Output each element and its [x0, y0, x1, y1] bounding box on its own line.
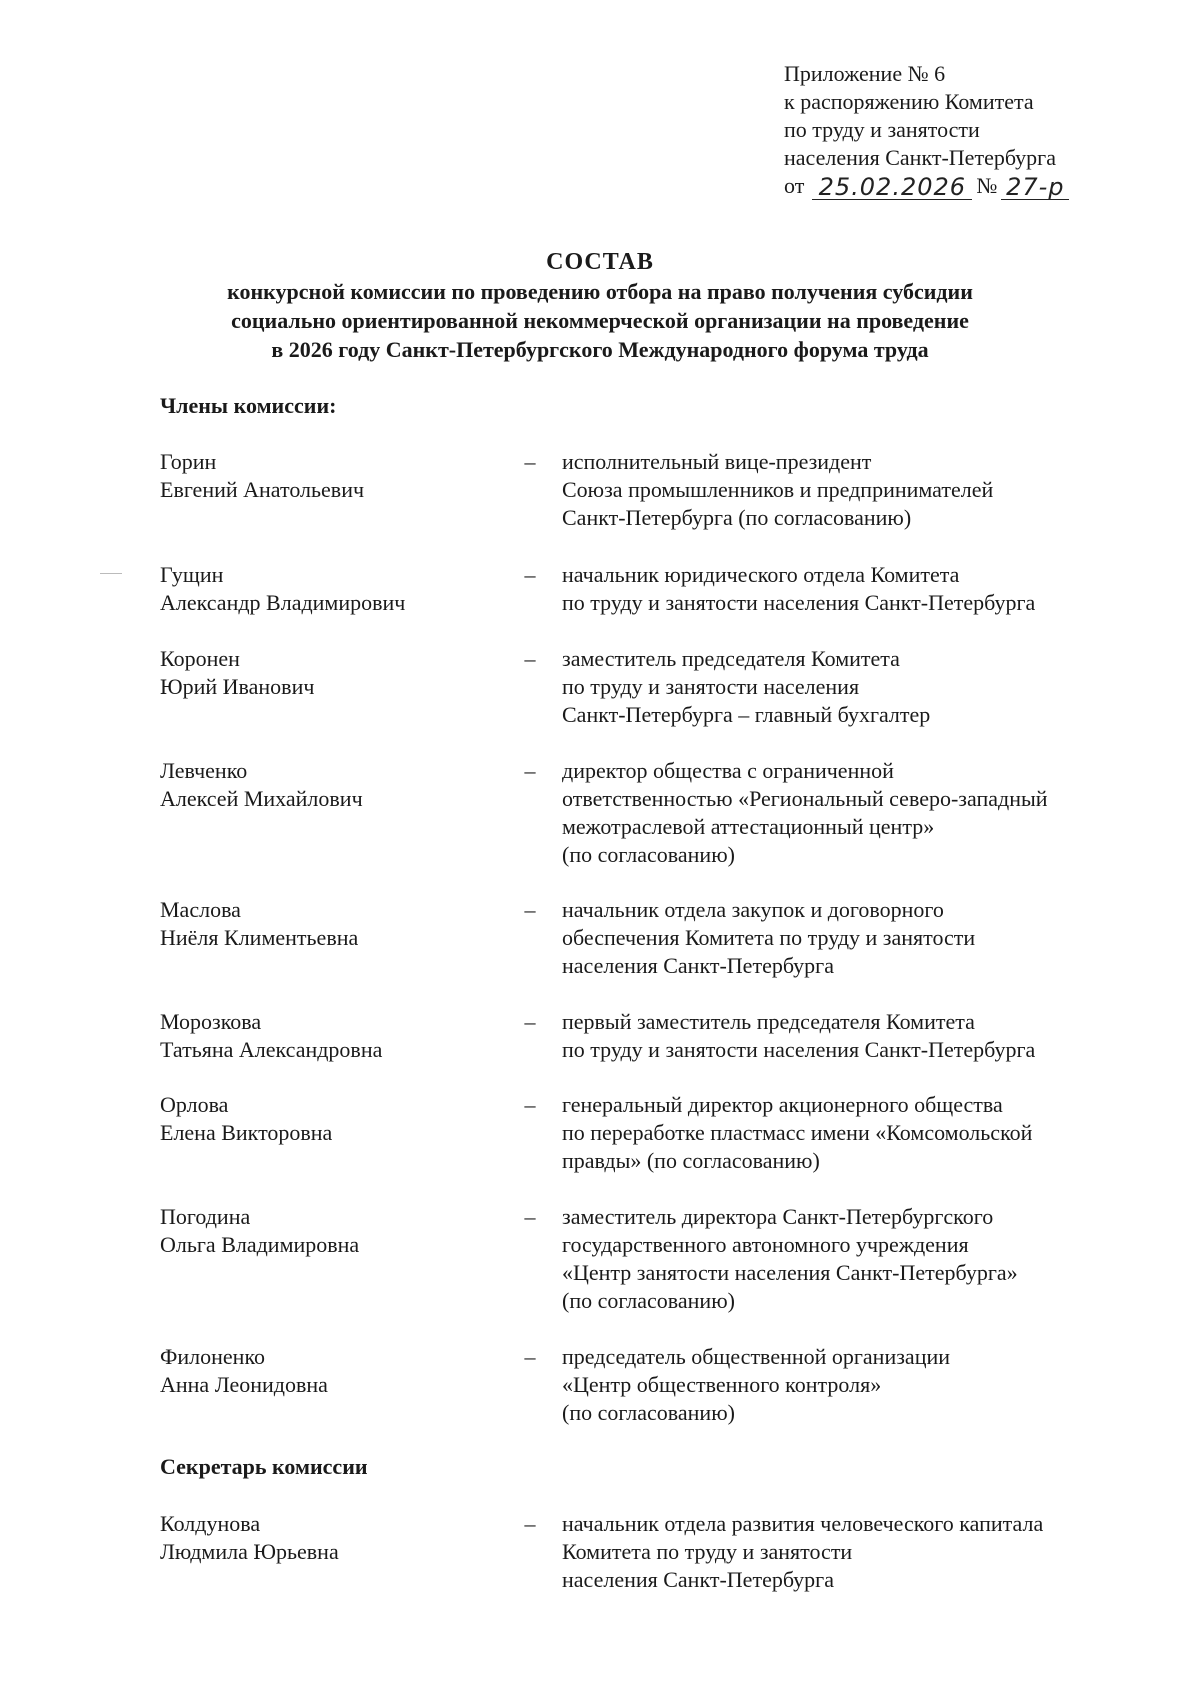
member-surname: Орлова [160, 1092, 229, 1117]
role-line: (по согласованию) [562, 1288, 735, 1313]
member-surname: Филоненко [160, 1344, 266, 1369]
role-line: заместитель директора Санкт-Петербургского [562, 1204, 994, 1229]
member-given-name: Анна Леонидовна [160, 1372, 328, 1397]
role-line: «Центр занятости населения Санкт-Петербурга» [562, 1260, 1018, 1285]
members-heading: Члены комиссии: [160, 393, 337, 418]
member-given-name: Евгений Анатольевич [160, 477, 365, 502]
member-name [160, 1343, 500, 1399]
member-surname: Маслова [160, 897, 241, 922]
member-given-name: Юрий Иванович [160, 674, 315, 699]
member-surname: Гущин [160, 562, 224, 587]
separator-dash: – [524, 646, 536, 671]
role-line: исполнительный вице-президент [562, 449, 872, 474]
title-line-3: в 2026 году Санкт-Петербургского Международного форума труда [271, 337, 929, 362]
role-line: первый заместитель председателя Комитета [562, 1009, 975, 1034]
role-line: начальник отдела развития человеческого капитала [562, 1511, 1044, 1536]
member-role [562, 1008, 1162, 1064]
annex-line-2: к распоряжению Комитета [784, 89, 1034, 114]
separator-dash: – [524, 1092, 536, 1117]
annex-line-3: по труду и занятости [784, 117, 980, 142]
role-line: по труду и занятости населения [562, 674, 860, 699]
member-surname: Погодина [160, 1204, 251, 1229]
margin-mark [100, 573, 122, 574]
member-name [160, 448, 500, 504]
annex-date-line [784, 172, 1184, 200]
number-label: № [976, 173, 998, 198]
member-given-name: Елена Викторовна [160, 1120, 333, 1145]
role-line: по труду и занятости населения Санкт-Петербурга [562, 1037, 1036, 1062]
role-line: Санкт-Петербурга (по согласованию) [562, 505, 912, 530]
member-given-name: Александр Владимирович [160, 590, 406, 615]
role-line: населения Санкт-Петербурга [562, 1567, 834, 1592]
separator-dash: – [524, 1511, 536, 1536]
separator-dash: – [524, 562, 536, 587]
member-name [160, 1008, 500, 1064]
role-line: по труду и занятости населения Санкт-Петербурга [562, 590, 1036, 615]
annex-header [784, 60, 1184, 200]
title-line-1: конкурсной комиссии по проведению отбора на право получения субсидии [227, 279, 973, 304]
member-surname: Горин [160, 449, 217, 474]
role-line: начальник отдела закупок и договорного [562, 897, 944, 922]
member-surname: Левченко [160, 758, 248, 783]
role-line: (по согласованию) [562, 1400, 735, 1425]
role-line: директор общества с ограниченной [562, 758, 894, 783]
member-role [562, 1091, 1162, 1175]
member-role [562, 896, 1162, 980]
role-line: ответственностью «Региональный северо-западный [562, 786, 1048, 811]
member-surname: Морозкова [160, 1009, 262, 1034]
separator-dash: – [524, 1009, 536, 1034]
member-role [562, 645, 1162, 729]
member-given-name: Татьяна Александровна [160, 1037, 383, 1062]
role-line: Союза промышленников и предпринимателей [562, 477, 994, 502]
member-role [562, 1203, 1162, 1315]
separator-dash: – [524, 758, 536, 783]
member-given-name: Людмила Юрьевна [160, 1539, 339, 1564]
annex-line-1: Приложение № 6 [784, 61, 946, 86]
role-line: (по согласованию) [562, 842, 735, 867]
role-line: обеспечения Комитета по труду и занятости [562, 925, 976, 950]
role-line: по переработке пластмасс имени «Комсомольской [562, 1120, 1033, 1145]
secretary-heading: Секретарь комиссии [160, 1454, 368, 1479]
role-line: начальник юридического отдела Комитета [562, 562, 960, 587]
role-line: «Центр общественного контроля» [562, 1372, 882, 1397]
role-line: населения Санкт-Петербурга [562, 953, 834, 978]
member-name [160, 561, 500, 617]
handwritten-number: 27-р [1001, 175, 1069, 200]
member-name [160, 1091, 500, 1147]
from-label: от [784, 173, 805, 198]
member-role [562, 757, 1162, 869]
annex-line-4: населения Санкт-Петербурга [784, 145, 1056, 170]
title-main: СОСТАВ [546, 249, 654, 275]
separator-dash: – [524, 449, 536, 474]
member-surname: Коронен [160, 646, 240, 671]
member-name [160, 645, 500, 701]
title-line-2: социально ориентированной некоммерческой организации на проведение [231, 308, 969, 333]
member-role [562, 448, 1162, 532]
handwritten-date: 25.02.2026 [812, 175, 972, 200]
role-line: генеральный директор акционерного общества [562, 1092, 1003, 1117]
separator-dash: – [524, 1204, 536, 1229]
member-name [160, 1510, 500, 1566]
separator-dash: – [524, 1344, 536, 1369]
separator-dash: – [524, 897, 536, 922]
member-given-name: Алексей Михайлович [160, 786, 363, 811]
member-role [562, 1343, 1162, 1427]
member-role [562, 1510, 1162, 1594]
document-title [100, 248, 1100, 364]
member-surname: Колдунова [160, 1511, 261, 1536]
role-line: Комитета по труду и занятости [562, 1539, 853, 1564]
member-given-name: Ниёля Климентьевна [160, 925, 359, 950]
role-line: председатель общественной организации [562, 1344, 951, 1369]
role-line: межотраслевой аттестационный центр» [562, 814, 935, 839]
member-name [160, 757, 500, 813]
member-name [160, 1203, 500, 1259]
role-line: Санкт-Петербурга – главный бухгалтер [562, 702, 931, 727]
member-role [562, 561, 1162, 617]
role-line: заместитель председателя Комитета [562, 646, 900, 671]
role-line: государственного автономного учреждения [562, 1232, 969, 1257]
member-name [160, 896, 500, 952]
member-given-name: Ольга Владимировна [160, 1232, 360, 1257]
role-line: правды» (по согласованию) [562, 1148, 820, 1173]
